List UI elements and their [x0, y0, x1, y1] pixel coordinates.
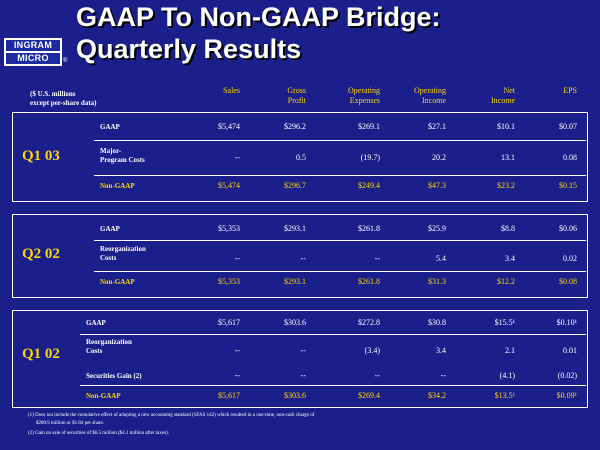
cell-value: $303.6 [284, 391, 306, 400]
col-header-operating-expenses: Operating Expenses [348, 86, 380, 105]
logo-bottom-text: MICRO [6, 53, 60, 64]
cell-value: $269.4 [358, 391, 380, 400]
logo-registered-mark: ® [63, 58, 68, 64]
row-label-securities-gain: Securities Gain (2) [86, 372, 142, 380]
row-label-gaap: GAAP [100, 123, 120, 131]
col-header-operating-income: Operating Income [414, 86, 446, 105]
cell-value: $27.1 [428, 122, 446, 131]
footnote-1-cont: $280.9 million or $1.84 per share. [36, 421, 105, 426]
cell-value: 3.4 [505, 254, 515, 263]
col-header-sales: Sales [223, 86, 240, 95]
cell-value: 5.4 [436, 254, 446, 263]
cell-value: $31.3 [428, 277, 446, 286]
cell-value: $249.4 [358, 181, 380, 190]
cell-value: $5,474 [218, 181, 240, 190]
cell-value: -- [234, 346, 240, 355]
cell-value: $34.2 [428, 391, 446, 400]
cell-value: -- [234, 254, 240, 263]
cell-value: $8.8 [501, 224, 515, 233]
footnote-2: (2) Gain on sale of securities of $6.5 million ($4.1 million after taxes). [28, 431, 169, 436]
row-divider [94, 271, 586, 272]
section-label-q1-02: Q1 02 [22, 346, 60, 362]
cell-value: $0.15 [559, 181, 577, 190]
row-divider [80, 334, 586, 335]
cell-value: $23.2 [497, 181, 515, 190]
cell-value: $25.9 [428, 224, 446, 233]
cell-value: $47.3 [428, 181, 446, 190]
cell-value: (3.4) [364, 346, 380, 355]
cell-value: $5,617 [218, 318, 240, 327]
row-label-non-gaap: Non-GAAP [100, 278, 135, 286]
cell-value: -- [374, 254, 380, 263]
cell-value: $293.1 [284, 277, 306, 286]
section-label-q1-03: Q1 03 [22, 148, 60, 164]
col-header-net-income: Net Income [491, 86, 515, 105]
cell-value: $303.6 [284, 318, 306, 327]
cell-value: -- [300, 346, 306, 355]
row-divider [80, 385, 586, 386]
cell-value: 3.4 [436, 346, 446, 355]
cell-value: $0.10¹ [556, 318, 577, 327]
cell-value: $261.8 [358, 224, 380, 233]
logo-top-text: INGRAM [6, 40, 60, 51]
cell-value: $269.1 [358, 122, 380, 131]
cell-value: $13.5¹ [494, 391, 515, 400]
col-header-gross-profit: Gross Profit [287, 86, 306, 105]
cell-value: 0.01 [563, 346, 577, 355]
cell-value: $272.8 [358, 318, 380, 327]
cell-value: $15.5¹ [494, 318, 515, 327]
cell-value: $5,617 [218, 391, 240, 400]
cell-value: -- [374, 371, 380, 380]
cell-value: 2.1 [505, 346, 515, 355]
ingram-micro-logo [4, 38, 62, 66]
units-note-line1: ($ U.S. millions [30, 90, 76, 98]
cell-value: (19.7) [360, 153, 380, 162]
row-label-adjustment: Major- Program Costs [100, 147, 145, 164]
cell-value: $10.1 [497, 122, 515, 131]
units-note-line2: except per-share data) [30, 99, 97, 107]
cell-value: -- [234, 371, 240, 380]
page-title-line2: Quarterly Results [76, 34, 302, 64]
cell-value: 0.08 [563, 153, 577, 162]
cell-value: $0.07 [559, 122, 577, 131]
col-header-eps: EPS [563, 86, 577, 95]
cell-value: -- [234, 153, 240, 162]
cell-value: $30.8 [428, 318, 446, 327]
cell-value: $293.1 [284, 224, 306, 233]
cell-value: $296.2 [284, 122, 306, 131]
cell-value: $5,474 [218, 122, 240, 131]
footnote-1: (1) Does not include the cumulative effect of adopting a new accounting standard (SFAS 142) which resulted in a one-time, non-cash charge of [28, 413, 315, 418]
cell-value: $296.7 [284, 181, 306, 190]
cell-value: -- [300, 371, 306, 380]
cell-value: $0.09¹ [556, 391, 577, 400]
cell-value: 20.2 [432, 153, 446, 162]
cell-value: $5,353 [218, 224, 240, 233]
page-title-line1: GAAP To Non-GAAP Bridge: [76, 2, 441, 32]
cell-value: 13.1 [501, 153, 515, 162]
row-divider [94, 175, 586, 176]
row-label-adjustment: Reorganization Costs [86, 338, 132, 355]
cell-value: 0.5 [296, 153, 306, 162]
section-label-q2-02: Q2 02 [22, 246, 60, 262]
cell-value: -- [300, 254, 306, 263]
cell-value: $261.8 [358, 277, 380, 286]
cell-value: 0.02 [563, 254, 577, 263]
row-label-gaap: GAAP [86, 319, 106, 327]
row-label-adjustment: Reorganization Costs [100, 245, 146, 262]
row-label-gaap: GAAP [100, 225, 120, 233]
row-divider [94, 240, 586, 241]
cell-value: (4.1) [499, 371, 515, 380]
cell-value: (0.02) [557, 371, 577, 380]
cell-value: $12.2 [497, 277, 515, 286]
cell-value: $0.08 [559, 277, 577, 286]
cell-value: $0.06 [559, 224, 577, 233]
row-label-non-gaap: Non-GAAP [100, 182, 135, 190]
units-note [30, 90, 96, 108]
cell-value: -- [440, 371, 446, 380]
row-divider [94, 140, 586, 141]
row-label-non-gaap: Non-GAAP [86, 392, 121, 400]
cell-value: $5,353 [218, 277, 240, 286]
